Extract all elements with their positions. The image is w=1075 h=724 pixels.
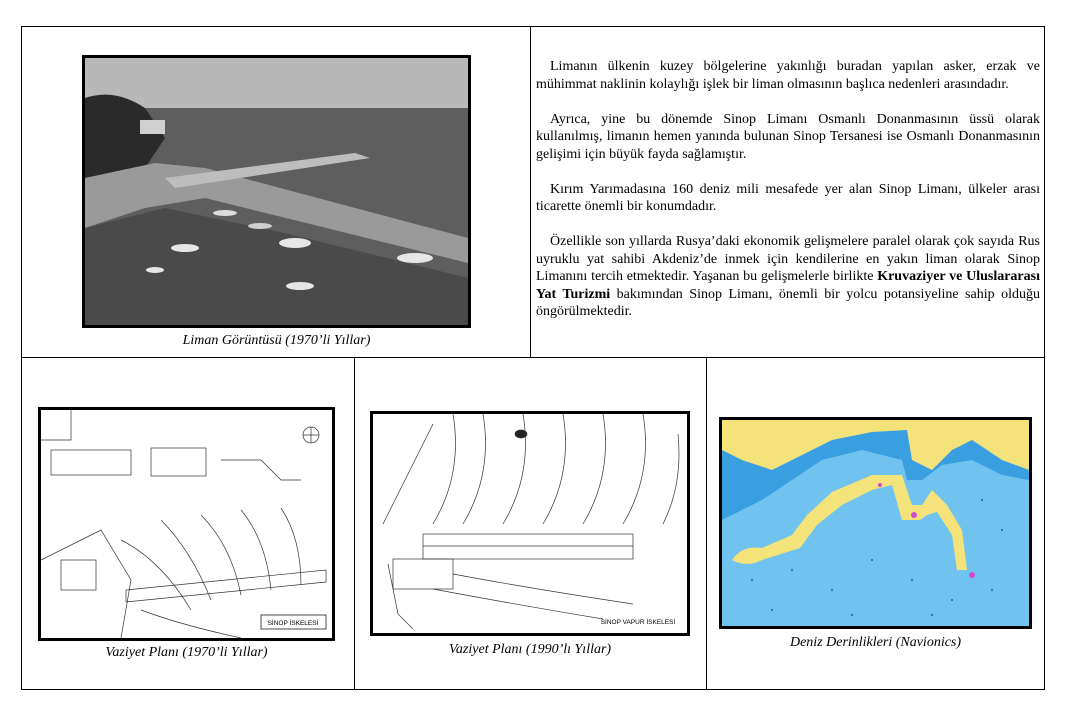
harbor-photo-caption: Liman Görüntüsü (1970’li Yıllar): [182, 333, 371, 348]
plan-1970-stamp: SİNOP İSKELESİ: [267, 620, 319, 627]
top-column-divider: [530, 26, 531, 357]
plan-1970-caption: Vaziyet Planı (1970’li Yıllar): [105, 645, 268, 660]
site-plan-1990: [370, 411, 690, 636]
harbor-photo: [82, 55, 471, 328]
paragraph-4-bold: Kruvaziyer ve Uluslararası Yat Turizmi: [536, 269, 1040, 302]
paragraph-3: Kırım Yarımadasına 160 deniz mili mesafede yer alan Sinop Limanı, ülkeler arası ticarette önemli bir konumdadır.: [536, 181, 1040, 214]
paragraph-4: [536, 233, 1040, 321]
paragraph-2: Ayrıca, yine bu dönemde Sinop Limanı Osmanlı Donanmasının üssü olarak kullanılmış, limanın hemen yanında bulunan Sinop Tersanesi ise Osmanlı Donanmasının gelişimi için büyük fayda sağlamıştır.: [536, 111, 1040, 162]
depth-map: [719, 417, 1032, 629]
depth-map-caption: Deniz Derinlikleri (Navionics): [789, 635, 962, 650]
site-plan-1970: [38, 407, 335, 641]
paragraph-4-start: Özellikle son yıllarda Rusya’daki ekonomik gelişmelere paralel olarak çok sayıda Rus uyruklu yat sahibi Akdeniz’de inmek için kendilerine en yakın liman olarak Sinop Limanını tercih etmektedir. Yaşanan bu gelişmelerle birlikte: [536, 234, 1040, 284]
description-text: [536, 58, 1040, 321]
paragraph-4-end: bakımından Sinop Limanı, önemli bir yolcu potansiyeline sahip olduğu öngörülmektedir.: [536, 286, 1040, 319]
bottom-column-divider-1: [354, 357, 355, 690]
paragraph-1: Limanın ülkenin kuzey bölgelerine yakınlığı buradan yapılan asker, erzak ve mühimmat naklinin kolaylığı işlek bir liman olmasının başlıca nedenleri arasındadır.: [536, 59, 1040, 92]
plan-1990-caption: Vaziyet Planı (1990’lı Yıllar): [448, 642, 612, 657]
row-divider: [21, 357, 1045, 358]
plan-1990-stamp: SİNOP VAPUR İSKELESİ: [600, 619, 676, 626]
bottom-column-divider-2: [706, 357, 707, 690]
